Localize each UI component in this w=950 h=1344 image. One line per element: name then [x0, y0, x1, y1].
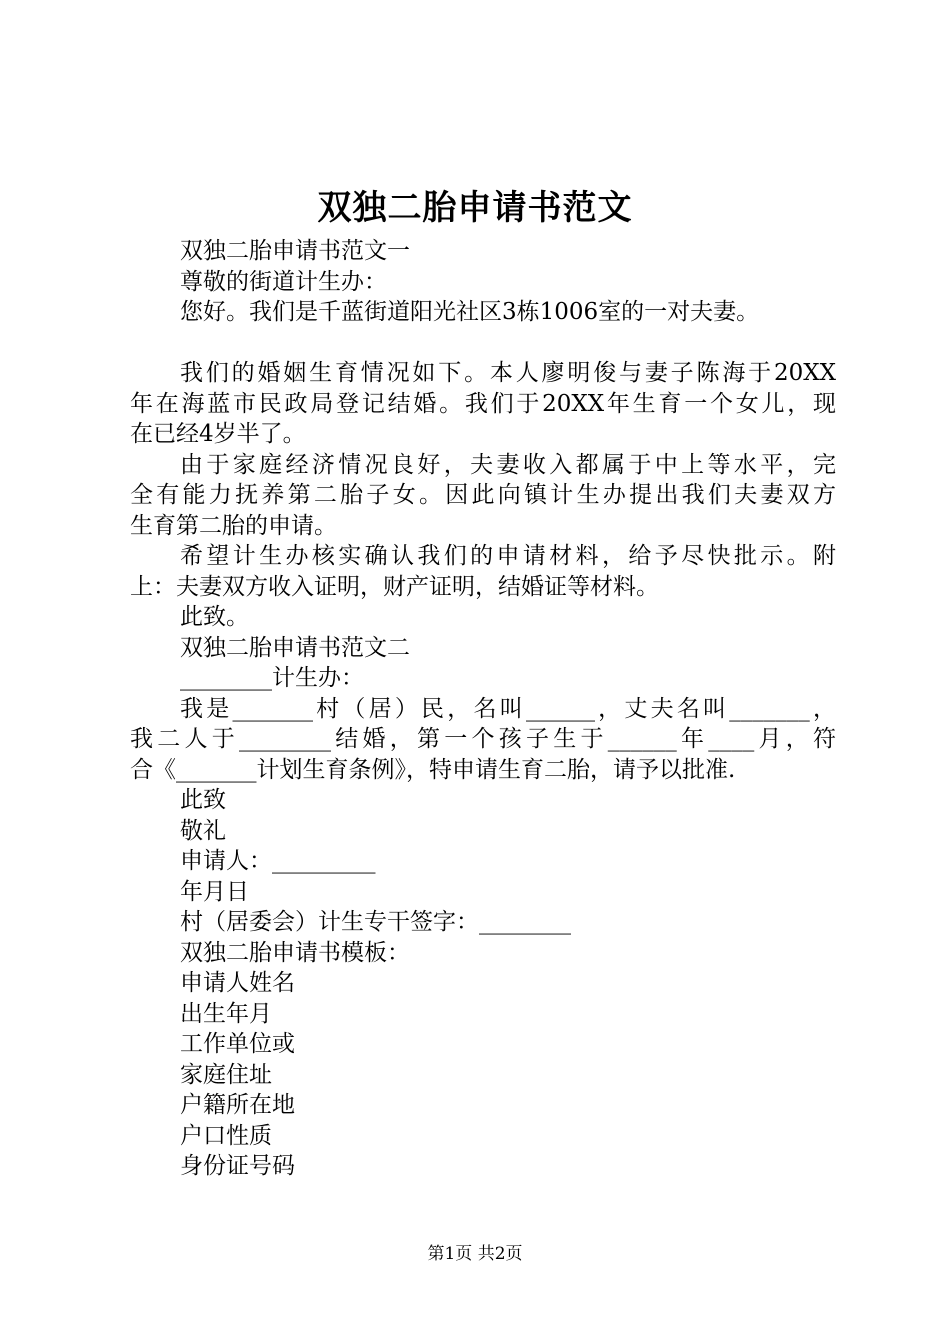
paragraph-line: 您好。我们是千蓝街道阳光社区3栋1006室的一对夫妻。 [180, 299, 760, 325]
closing-line: 此致 [180, 787, 226, 813]
paragraph-line: 年在海蓝市民政局登记结婚。我们于20XX年生育一个女儿，现 [130, 390, 836, 417]
paragraph-line: 生育第二胎的申请。 [130, 512, 337, 539]
paragraph-line: 上：夫妻双方收入证明，财产证明，结婚证等材料。 [130, 573, 659, 600]
paragraph-line: 在已经4岁半了。 [130, 421, 306, 447]
paragraph-line: 全有能力抚养第二胎子女。因此向镇计生办提出我们夫妻双方 [130, 482, 836, 508]
document-body [130, 236, 836, 1182]
template-field: 户籍所在地 [180, 1092, 295, 1118]
form-line: 我是_______村（居）民，名叫______，丈夫名叫_______， [180, 695, 836, 722]
date-line: 年月日 [180, 878, 249, 905]
template-field: 出生年月 [180, 1000, 272, 1027]
paragraph-line: 由于家庭经济情况良好，夫妻收入都属于中上等水平，完 [180, 451, 836, 478]
section-heading-1: 双独二胎申请书范文一 [180, 238, 410, 264]
document-title: 双独二胎申请书范文 [317, 188, 633, 228]
template-heading: 双独二胎申请书模板： [180, 939, 410, 966]
template-field: 户口性质 [180, 1122, 272, 1149]
template-field: 工作单位或 [180, 1031, 295, 1057]
template-field: 家庭住址 [180, 1061, 272, 1088]
salutation: 尊敬的街道计生办： [180, 268, 387, 295]
closing-line: 敬礼 [180, 817, 226, 844]
official-signature-line: 村（居委会）计生专干签字：________ [180, 909, 571, 935]
paragraph-spacer [130, 328, 836, 359]
applicant-signature-line: 申请人：_________ [180, 848, 376, 874]
paragraph-line: 我们的婚姻生育情况如下。本人廖明俊与妻子陈海于20XX [180, 360, 836, 386]
section-heading-2: 双独二胎申请书范文二 [180, 634, 410, 661]
page-footer: 第1页 共2页 [427, 1244, 523, 1264]
closing-line: 此致。 [180, 604, 249, 630]
addressee-blank: ________计生办： [180, 665, 364, 691]
form-line: 我二人于________结婚，第一个孩子生于______年____月，符 [130, 726, 836, 752]
paragraph-line: 希望计生办核实确认我们的申请材料，给予尽快批示。附 [180, 543, 836, 569]
template-field: 申请人姓名 [180, 970, 295, 996]
template-field: 身份证号码 [180, 1153, 295, 1179]
form-line: 合《_______计划生育条例》，特申请生育二胎，请予以批准. [130, 756, 736, 783]
